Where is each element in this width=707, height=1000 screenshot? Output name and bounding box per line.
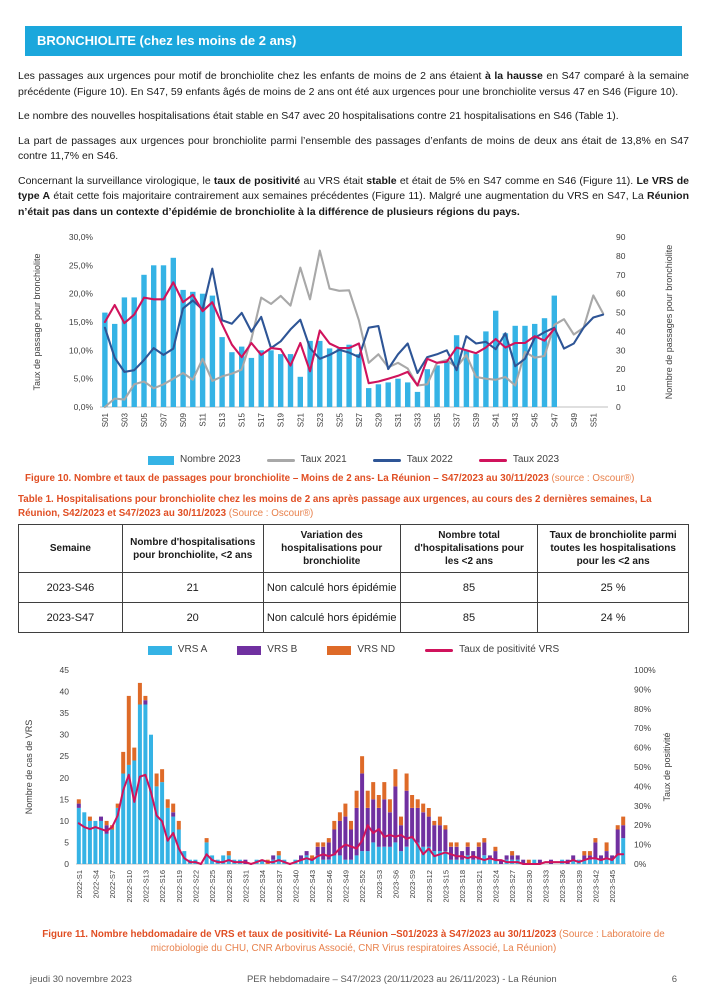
svg-text:40%: 40% [634, 781, 652, 792]
legend-item-taux-2021 [267, 453, 347, 468]
svg-text:2022-S19: 2022-S19 [174, 870, 184, 903]
svg-text:2022-S28: 2022-S28 [224, 870, 234, 903]
svg-text:2022-S43: 2022-S43 [308, 870, 318, 903]
table1 [18, 524, 689, 633]
svg-text:80%: 80% [634, 703, 652, 714]
legend-label: VRS A [177, 644, 208, 656]
figure10-block [18, 229, 689, 486]
cell-semaine: 2023-S47 [19, 603, 123, 633]
svg-text:0: 0 [64, 859, 69, 870]
line-swatch-icon [267, 459, 295, 462]
svg-text:S17: S17 [256, 413, 266, 428]
svg-text:S29: S29 [373, 413, 383, 428]
svg-text:0: 0 [615, 402, 621, 413]
col-header-nb-total: Nombre total d'hospitalisations pour les <2 ans [400, 525, 537, 573]
svg-text:25: 25 [59, 751, 69, 762]
line-swatch-icon [425, 649, 453, 652]
svg-text:90: 90 [615, 232, 625, 243]
svg-text:2023-S24: 2023-S24 [491, 870, 501, 903]
svg-text:2023-S3: 2023-S3 [374, 870, 384, 899]
svg-text:2022-S16: 2022-S16 [158, 870, 168, 903]
svg-text:40: 40 [615, 326, 625, 337]
svg-text:Taux de positivité: Taux de positivité [662, 732, 672, 802]
svg-text:2023-S42: 2023-S42 [591, 870, 601, 903]
svg-text:2023-S15: 2023-S15 [441, 870, 451, 903]
svg-text:S31: S31 [393, 413, 403, 428]
legend-item-taux-2022 [373, 453, 453, 468]
svg-text:50%: 50% [634, 762, 652, 773]
footer [0, 973, 707, 987]
svg-text:2023-S33: 2023-S33 [541, 870, 551, 903]
cell-nb-total: 85 [400, 603, 537, 633]
svg-text:5,0%: 5,0% [73, 374, 93, 385]
bar-swatch-icon [148, 456, 174, 465]
svg-text:20: 20 [59, 772, 69, 783]
svg-text:2023-S21: 2023-S21 [474, 870, 484, 903]
svg-text:2023-S6: 2023-S6 [391, 870, 401, 899]
svg-text:40: 40 [59, 686, 69, 697]
cell-variation: Non calculé hors épidémie [263, 573, 400, 603]
section-title: BRONCHIOLITE (chez les moins de 2 ans) [37, 33, 297, 48]
svg-text:0%: 0% [634, 859, 647, 870]
svg-text:2022-S31: 2022-S31 [241, 870, 251, 903]
svg-text:S05: S05 [139, 413, 149, 428]
svg-text:20,0%: 20,0% [68, 289, 93, 300]
cell-variation: Non calculé hors épidémie [263, 603, 400, 633]
svg-text:80: 80 [615, 251, 625, 262]
svg-text:0,0%: 0,0% [73, 402, 93, 413]
svg-text:10%: 10% [634, 839, 652, 850]
svg-text:Nombre de passages pour bronch: Nombre de passages pour bronchiolite [663, 245, 674, 400]
paragraph-2: Le nombre des nouvelles hospitalisations était stable en S47 avec 20 hospitalisations contre 21 hospitalisations en S46 (Table 1). [18, 110, 619, 123]
svg-text:S45: S45 [530, 413, 540, 428]
svg-text:2023-S9: 2023-S9 [408, 870, 418, 899]
svg-text:2023-S36: 2023-S36 [558, 870, 568, 903]
svg-text:2023-S39: 2023-S39 [574, 870, 584, 903]
legend-label: Taux 2021 [300, 454, 347, 466]
svg-text:Nombre de cas de VRS: Nombre de cas de VRS [24, 719, 34, 815]
section-header [25, 26, 682, 56]
cell-nb-hospitalisations: 21 [122, 573, 263, 603]
paragraph-3: La part de passages aux urgences pour bronchiolite parmi l’ensemble des passages d’enfants de moins de deux ans était de 13,8% en S47 contre 11,7% en S46. [18, 134, 689, 163]
legend-item-taux-positivite [425, 643, 559, 658]
svg-text:2022-S52: 2022-S52 [358, 870, 368, 903]
legend-label: VRS ND [357, 644, 396, 656]
svg-text:30: 30 [59, 729, 69, 740]
footer-date: jeudi 30 novembre 2023 [30, 973, 132, 985]
svg-text:2022-S7: 2022-S7 [108, 870, 118, 899]
bar-swatch-icon [237, 646, 261, 655]
page-number: 6 [671, 973, 677, 985]
svg-text:45: 45 [59, 665, 69, 676]
cell-nb-hospitalisations: 20 [122, 603, 263, 633]
svg-text:2023-S18: 2023-S18 [458, 870, 468, 903]
svg-text:S27: S27 [354, 413, 364, 428]
svg-text:S19: S19 [276, 413, 286, 428]
svg-text:S07: S07 [159, 413, 168, 428]
legend-label: VRS B [267, 644, 298, 656]
svg-text:S11: S11 [198, 413, 208, 428]
svg-text:20: 20 [615, 364, 625, 375]
svg-text:30,0%: 30,0% [68, 232, 93, 243]
svg-text:2022-S13: 2022-S13 [141, 870, 151, 903]
svg-text:10,0%: 10,0% [68, 345, 93, 356]
figure11-legend [18, 643, 689, 658]
table-row-s47 [19, 603, 689, 633]
svg-text:S41: S41 [491, 413, 501, 428]
svg-text:100%: 100% [634, 665, 656, 676]
svg-text:2023-S45: 2023-S45 [608, 870, 618, 903]
cell-nb-total: 85 [400, 573, 537, 603]
svg-text:5: 5 [64, 837, 69, 848]
svg-text:2022-S1: 2022-S1 [74, 870, 84, 899]
cell-semaine: 2023-S46 [19, 573, 123, 603]
svg-text:2023-S30: 2023-S30 [524, 870, 534, 903]
svg-text:35: 35 [59, 708, 69, 719]
figure10-caption: Figure 10. Nombre et taux de passages pour bronchiolite – Moins de 2 ans- La Réunion – S47/2023 au 30/11/2023 (source : Oscour®) [25, 473, 635, 485]
col-header-taux: Taux de bronchiolite parmi toutes les hospitalisations pour les <2 ans [538, 525, 689, 573]
svg-text:S25: S25 [334, 413, 344, 428]
legend-label: Taux 2023 [512, 454, 560, 466]
legend-item-vrs-nd [327, 643, 395, 658]
col-header-variation: Variation des hospitalisations pour bronchiolite [263, 525, 400, 573]
figure11-chart [18, 660, 689, 926]
figure11-block [18, 643, 689, 955]
svg-text:2022-S25: 2022-S25 [208, 870, 218, 903]
svg-text:2022-S49: 2022-S49 [341, 870, 351, 903]
svg-text:2022-S4: 2022-S4 [91, 870, 101, 899]
line-swatch-icon [373, 459, 401, 462]
svg-text:30: 30 [615, 345, 625, 356]
table-row-s46 [19, 573, 689, 603]
svg-text:S49: S49 [569, 413, 579, 428]
svg-text:Taux de passage pour bronchiol: Taux de passage pour bronchiolite [31, 253, 42, 392]
svg-text:2023-S12: 2023-S12 [424, 870, 434, 903]
svg-text:20%: 20% [634, 820, 652, 831]
cell-taux: 25 % [538, 573, 689, 603]
legend-label: Taux 2022 [406, 454, 453, 466]
svg-text:60%: 60% [634, 742, 652, 753]
svg-text:70: 70 [615, 270, 625, 281]
bar-swatch-icon [148, 646, 172, 655]
svg-text:2022-S46: 2022-S46 [324, 870, 334, 903]
paragraph-4: Concernant la surveillance virologique, le taux de positivité au VRS était stable et était de 5% en S47 comme en S46 (Figure 11). Le VRS de type A était cette fois majoritaire contrairement aux semaines précédentes (Figure 11). Malgré une augmentation du VRS en S47, La Réunion n’était pas dans un contexte d’épidémie de bronchiolite à la différence de plusieurs régions du pays. [18, 174, 689, 218]
legend-label: Nombre 2023 [179, 454, 241, 466]
line-swatch-icon [479, 459, 507, 462]
svg-text:60: 60 [615, 289, 625, 300]
legend-item-vrs-a [148, 643, 207, 658]
svg-text:50: 50 [615, 308, 625, 319]
svg-text:S01: S01 [100, 413, 110, 428]
svg-text:S09: S09 [178, 413, 188, 428]
svg-text:S35: S35 [432, 413, 442, 428]
col-header-semaine: Semaine [19, 525, 123, 573]
table1-caption: Table 1. Hospitalisations pour bronchiolite chez les moins de 2 ans après passage aux urgences, au cours des 2 dernières semaines, La Réunion, S42/2023 et S47/2023 au 30/11/2023 (Source : Oscour®) [18, 493, 652, 519]
svg-text:S21: S21 [295, 413, 305, 428]
svg-text:S43: S43 [510, 413, 520, 428]
legend-item-nombre-2023 [148, 453, 241, 468]
cell-taux: 24 % [538, 603, 689, 633]
svg-text:15,0%: 15,0% [68, 317, 93, 328]
svg-text:S03: S03 [119, 413, 129, 428]
svg-text:2022-S40: 2022-S40 [291, 870, 301, 903]
table-header-row [19, 525, 689, 573]
svg-text:S37: S37 [452, 413, 462, 428]
svg-text:10: 10 [59, 816, 69, 827]
svg-text:10: 10 [615, 383, 625, 394]
paragraph-1: Les passages aux urgences pour motif de bronchiolite chez les enfants de moins de 2 ans étaient à la hausse en S47 comparé à la semaine précédente (Figure 10). En S47, 59 enfants âgés de moins de 2 ans ont été aux urgences pour une bronchiolite versus 47 en S46 (Figure 10). [18, 70, 689, 98]
figure10-legend [18, 453, 689, 468]
svg-text:S23: S23 [315, 413, 325, 428]
bar-swatch-icon [327, 646, 351, 655]
svg-text:S51: S51 [588, 413, 598, 428]
svg-text:25,0%: 25,0% [68, 260, 93, 271]
svg-text:70%: 70% [634, 723, 652, 734]
svg-text:S39: S39 [471, 413, 481, 428]
svg-text:S33: S33 [413, 413, 422, 428]
legend-label: Taux de positivité VRS [459, 644, 560, 656]
svg-text:30%: 30% [634, 800, 652, 811]
svg-text:2022-S37: 2022-S37 [274, 870, 284, 903]
svg-text:2022-S22: 2022-S22 [191, 870, 201, 903]
svg-text:S15: S15 [237, 413, 247, 428]
figure11-caption: Figure 11. Nombre hebdomadaire de VRS et taux de positivité- La Réunion –S01/2023 à S47/2023 au 30/11/2023 (Source : Laboratoire de microbiologie du CHU, CNR Arbovirus Associé, CNR Virus respiratoires Associé, La Réunion) [42, 929, 665, 954]
svg-text:15: 15 [59, 794, 69, 805]
col-header-nb-hospitalisations: Nombre d'hospitalisations pour bronchiolite, <2 ans [122, 525, 263, 573]
svg-text:90%: 90% [634, 684, 652, 695]
svg-text:S13: S13 [217, 413, 227, 428]
svg-text:2023-S27: 2023-S27 [508, 870, 518, 903]
svg-text:S47: S47 [549, 413, 559, 428]
legend-item-vrs-b [237, 643, 297, 658]
svg-text:2022-S10: 2022-S10 [124, 870, 134, 903]
figure10-chart [24, 229, 684, 453]
svg-text:2022-S34: 2022-S34 [258, 870, 268, 903]
legend-item-taux-2023 [479, 453, 559, 468]
footer-doc-title: PER hebdomadaire – S47/2023 (20/11/2023 au 26/11/2023) - La Réunion [246, 973, 557, 985]
